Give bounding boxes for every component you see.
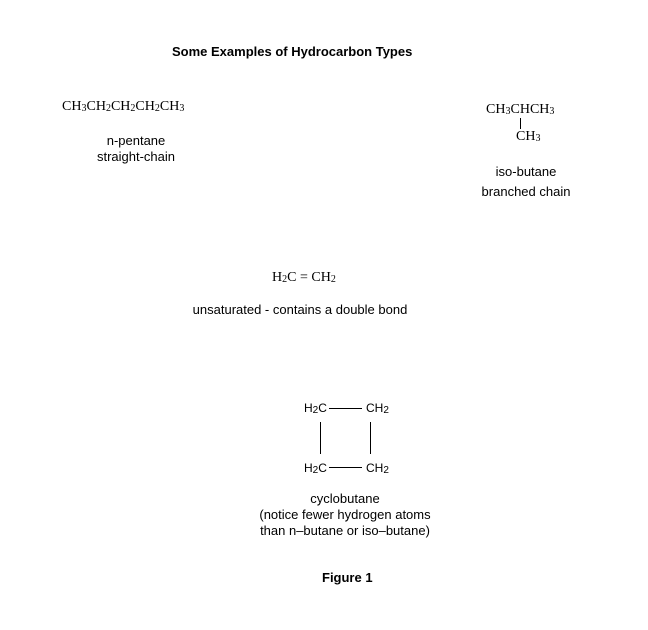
ring-bond-top xyxy=(329,408,362,409)
cyclobutane-note-line1: (notice fewer hydrogen atoms xyxy=(259,507,431,522)
ring-atom-bottom-left xyxy=(304,461,327,476)
isobutane-formula-main: CH3CHCH3 xyxy=(486,102,555,117)
ring-bond-left xyxy=(320,422,321,454)
pentane-labels xyxy=(86,133,186,165)
ring-atom-top-left-text: H2C xyxy=(304,401,327,416)
cyclobutane-labels xyxy=(230,491,460,539)
pentane-formula: CH3CH2CH2CH2CH3 xyxy=(62,99,185,114)
ring-bond-bottom xyxy=(329,467,362,468)
cyclobutane-name: cyclobutane xyxy=(310,491,380,506)
cyclobutane-note-line2: than n–butane or iso–butane) xyxy=(260,523,430,538)
ring-atom-top-right xyxy=(366,401,389,416)
pentane-name: n-pentane xyxy=(106,133,166,148)
ring-bond-right xyxy=(370,422,371,454)
isobutane-labels xyxy=(466,162,586,202)
ring-atom-bottom-right xyxy=(366,461,389,476)
isobutane-formula-branch: CH3 xyxy=(516,129,541,144)
ring-atom-bottom-left-text: H2C xyxy=(304,461,327,476)
ring-atom-top-right-text: CH2 xyxy=(366,401,389,416)
ethene-formula: H2C = CH2 xyxy=(272,270,336,285)
isobutane-name: iso-butane xyxy=(495,164,557,179)
page-title: Some Examples of Hydrocarbon Types xyxy=(172,44,413,59)
ethene-description: unsaturated - contains a double bond xyxy=(192,302,408,317)
pentane-type: straight-chain xyxy=(96,149,176,164)
isobutane-branch-bond xyxy=(520,118,521,129)
ring-atom-bottom-right-text: CH2 xyxy=(366,461,389,476)
ring-atom-top-left xyxy=(304,401,327,416)
isobutane-type: branched chain xyxy=(481,184,571,199)
figure-caption: Figure 1 xyxy=(322,570,373,585)
